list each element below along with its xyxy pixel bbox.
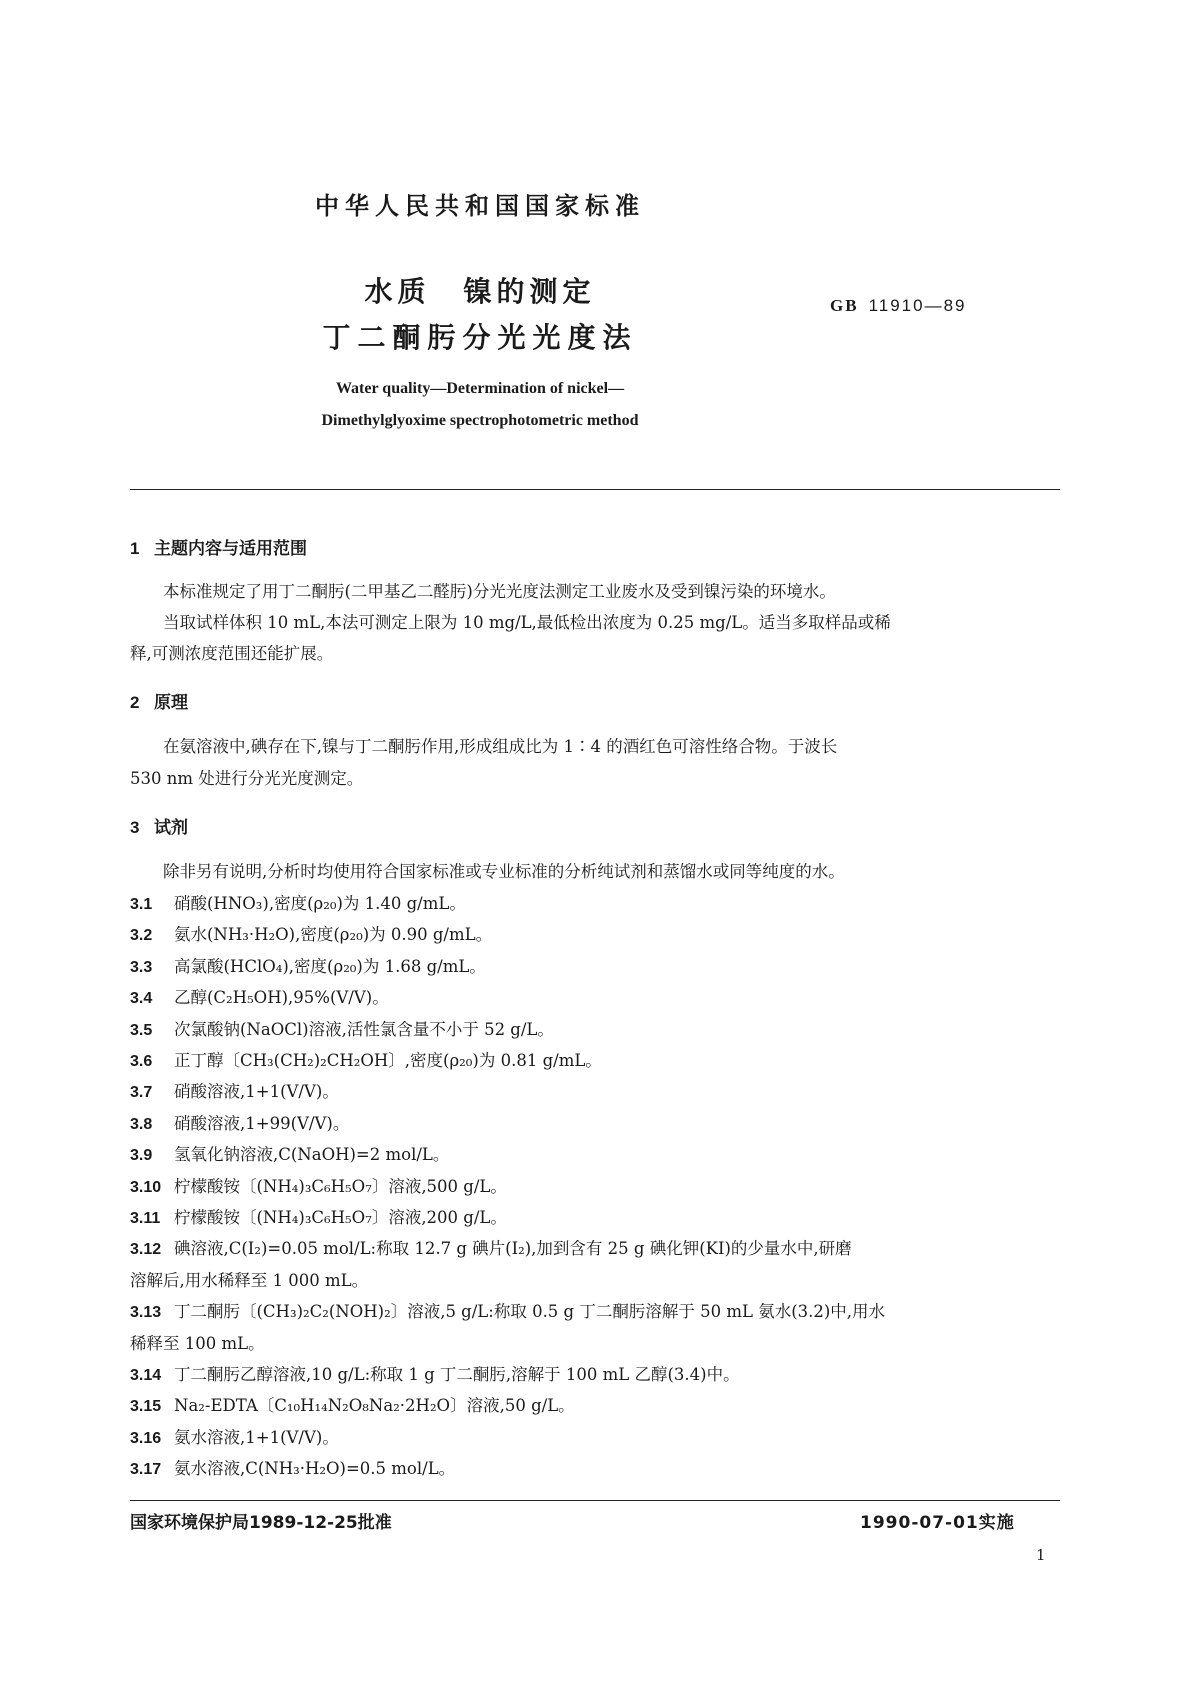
- code-prefix: GB: [830, 296, 859, 315]
- reagent-text-continued: 稀释至 100 mL。: [130, 1333, 265, 1353]
- reagent-number: 3.6: [130, 1053, 153, 1070]
- reagent-text: 柠檬酸铵〔(NH₄)₃C₆H₅O₇〕溶液,500 g/L。: [174, 1176, 507, 1196]
- paragraph: 530 nm 处进行分光光度测定。: [130, 769, 364, 788]
- reagent-text: 氨水溶液,C(NH₃·H₂O)=0.5 mol/L。: [174, 1459, 456, 1479]
- reagent-number: 3.2: [130, 927, 153, 945]
- footer-divider: [130, 1500, 1060, 1501]
- standard-code: [830, 296, 966, 316]
- reagent-text: 氨水(NH₃·H₂O),密度(ρ₂₀)为 0.90 g/mL。: [174, 925, 493, 945]
- reagent-item: [130, 1047, 602, 1071]
- reagent-text-continued: 溶解后,用水稀释至 1 000 mL。: [130, 1270, 369, 1290]
- section-heading-2: 2 原理: [130, 693, 188, 713]
- reagent-number: 3.15: [130, 1398, 162, 1416]
- english-title-line1: Water quality—Determination of nickel—: [335, 380, 625, 397]
- reagent-text: 氢氧化钠溶液,C(NaOH)=2 mol/L。: [174, 1145, 450, 1165]
- reagent-number: 3.8: [130, 1115, 153, 1133]
- reagent-item: [130, 890, 466, 914]
- reagent-item: [130, 1110, 349, 1134]
- paragraph: 除非另有说明,分析时均使用符合国家标准或专业标准的分析纯试剂和蒸馏水或同等纯度的水。: [163, 862, 845, 881]
- reagent-number: 3.9: [130, 1147, 153, 1165]
- paragraph: 当取试样体积 10 mL,本法可测定上限为 10 mg/L,最低检出浓度为 0.25 mg/L。适当多取样品或稀: [163, 613, 891, 632]
- reagent-text: 氨水溶液,1+1(V/V)。: [174, 1427, 339, 1447]
- reagent-item: [130, 1298, 885, 1322]
- reagent-item: [130, 1078, 339, 1102]
- document-title-line1: 水质 镍的测定: [364, 275, 596, 308]
- reagent-number: 3.17: [130, 1461, 162, 1479]
- reagent-text: 硝酸溶液,1+99(V/V)。: [174, 1113, 350, 1133]
- reagent-number: 3.16: [130, 1429, 162, 1447]
- paragraph: 释,可测浓度范围还能扩展。: [130, 644, 334, 663]
- reagent-number: 3.14: [130, 1367, 162, 1384]
- section-heading-1: 1 主题内容与适用范围: [130, 539, 307, 559]
- reagent-number: 3.1: [130, 896, 153, 913]
- reagent-text: 丁二酮肟乙醇溶液,10 g/L:称取 1 g 丁二酮肟,溶解于 100 mL 乙醇(3.4)中。: [174, 1365, 740, 1384]
- effective-date: 1990-07-01实施: [860, 1513, 1015, 1533]
- reagent-number: 3.13: [130, 1304, 162, 1322]
- page-number: 1: [1036, 1546, 1046, 1564]
- document-title-line2: 丁二酮肟分光光度法: [322, 321, 638, 354]
- reagent-item: [130, 1455, 455, 1479]
- reagent-number: 3.12: [130, 1241, 162, 1259]
- header-divider: [130, 489, 1060, 490]
- reagent-item: [130, 1204, 507, 1228]
- paragraph: 在氨溶液中,碘存在下,镍与丁二酮肟作用,形成组成比为 1∶4 的酒红色可溶性络合物。于波长: [163, 737, 838, 756]
- reagent-number: 3.7: [130, 1084, 153, 1102]
- reagent-item: [130, 921, 492, 945]
- english-title-line2: Dimethylglyoxime spectrophotometric method: [321, 412, 639, 429]
- reagent-item: [130, 1424, 339, 1448]
- reagent-text: 乙醇(C₂H₅OH),95%(V/V)。: [174, 988, 389, 1008]
- section-heading-3: 3 试剂: [130, 818, 188, 838]
- reagent-item: [130, 1141, 449, 1165]
- reagent-text: 正丁醇〔CH₃(CH₂)₂CH₂OH〕,密度(ρ₂₀)为 0.81 g/mL。: [174, 1051, 602, 1070]
- reagent-item: [130, 1016, 554, 1040]
- paragraph: 本标准规定了用丁二酮肟(二甲基乙二醛肟)分光光度法测定工业废水及受到镍污染的环境水。: [163, 582, 836, 601]
- reagent-text: 柠檬酸铵〔(NH₄)₃C₆H₅O₇〕溶液,200 g/L。: [174, 1208, 507, 1227]
- reagent-number: 3.3: [130, 958, 153, 976]
- reagent-text: 硝酸(HNO₃),密度(ρ₂₀)为 1.40 g/mL。: [174, 894, 466, 913]
- approval-date: 国家环境保护局1989-12-25批准: [130, 1513, 392, 1533]
- code-number: 11910—89: [868, 296, 967, 315]
- reagent-text: 丁二酮肟〔(CH₃)₂C₂(NOH)₂〕溶液,5 g/L:称取 0.5 g 丁二酮肟溶解于 50 mL 氨水(3.2)中,用水: [174, 1302, 886, 1322]
- reagent-number: 3.10: [130, 1178, 162, 1196]
- reagent-number: 3.11: [130, 1210, 161, 1227]
- reagent-text: 次氯酸钠(NaOCl)溶液,活性氯含量不小于 52 g/L。: [174, 1019, 554, 1039]
- reagent-text: 高氯酸(HClO₄),密度(ρ₂₀)为 1.68 g/mL。: [174, 956, 486, 976]
- reagent-number: 3.4: [130, 990, 153, 1008]
- reagent-item: [130, 1235, 852, 1259]
- reagent-item: [130, 1392, 575, 1416]
- reagent-text: 硝酸溶液,1+1(V/V)。: [174, 1082, 339, 1102]
- reagent-item: [130, 984, 389, 1008]
- national-standard-heading: 中华人民共和国国家标准: [315, 192, 645, 220]
- reagent-number: 3.5: [130, 1021, 153, 1039]
- reagent-text: Na₂-EDTA〔C₁₀H₁₄N₂O₈Na₂·2H₂O〕溶液,50 g/L。: [174, 1396, 575, 1416]
- reagent-item: [130, 1361, 740, 1385]
- reagent-item: [130, 953, 486, 977]
- reagent-item: [130, 1173, 507, 1197]
- reagent-text: 碘溶液,C(I₂)=0.05 mol/L:称取 12.7 g 碘片(I₂),加到含有 25 g 碘化钾(KI)的少量水中,研磨: [174, 1239, 852, 1259]
